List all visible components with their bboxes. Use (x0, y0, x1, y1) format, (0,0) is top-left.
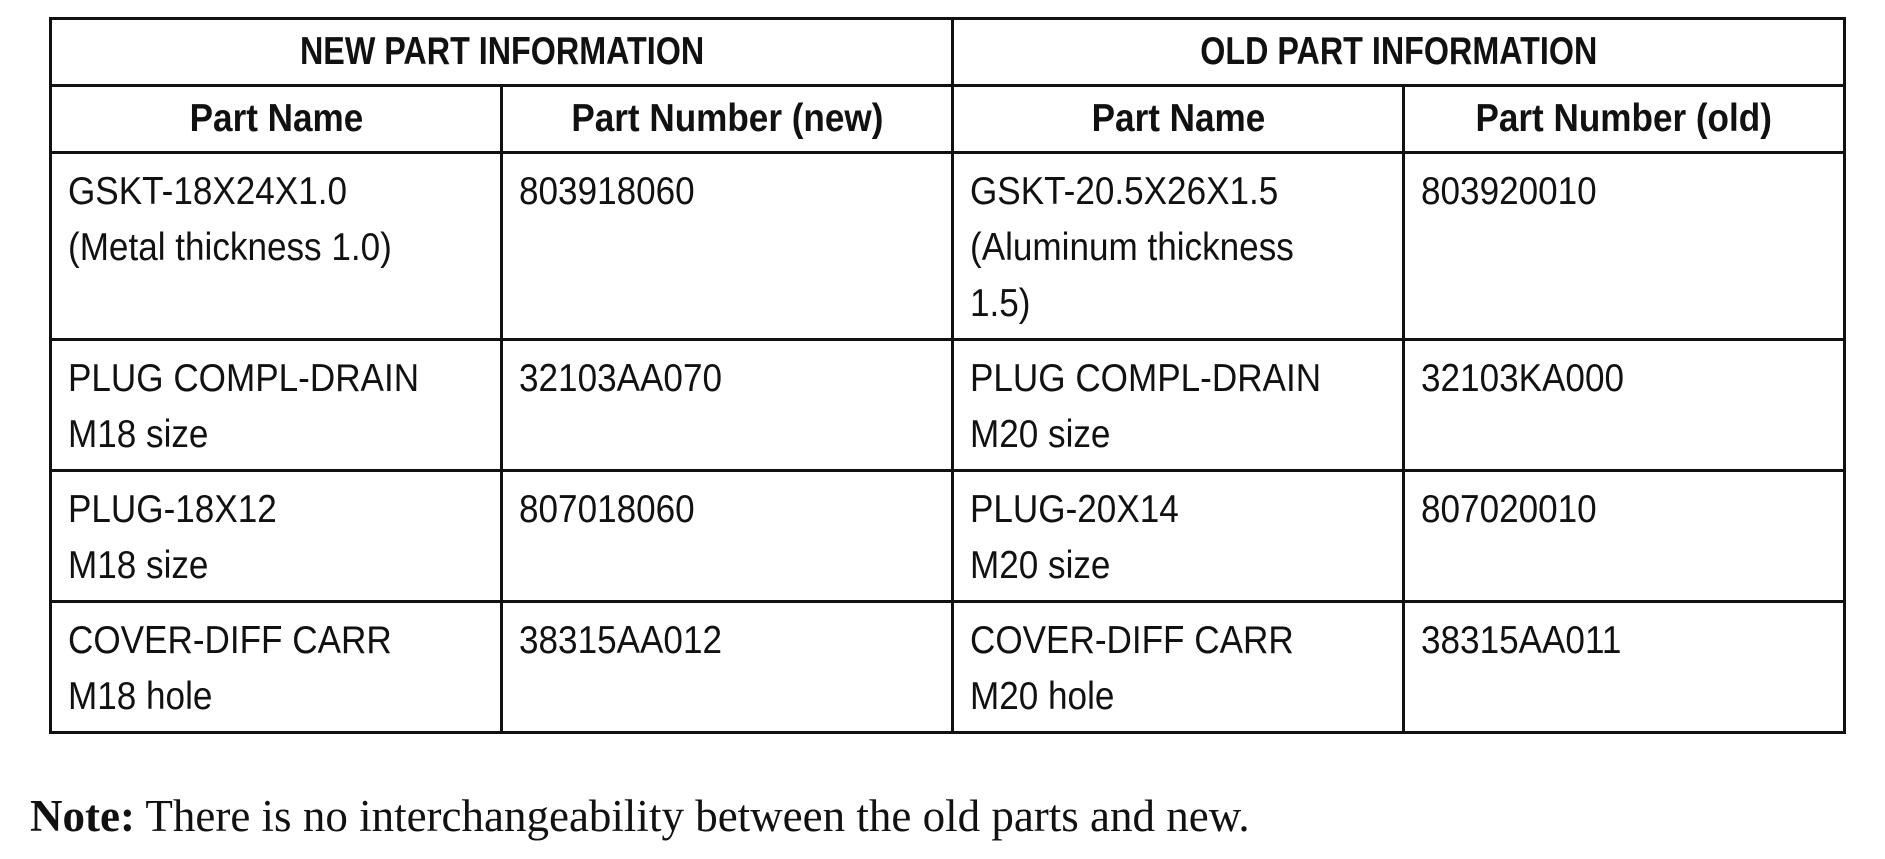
old-part-name-cell: PLUG COMPL-DRAIN M20 size (953, 340, 1404, 471)
new-part-information-header: NEW PART INFORMATION (87, 19, 917, 86)
new-part-name-cell: PLUG-18X12 M18 size (51, 471, 502, 602)
note-label: Note: (30, 791, 135, 841)
column-header-row (51, 86, 1845, 153)
old-part-number-cell: 803920010 (1404, 153, 1845, 340)
new-part-number-cell: 807018060 (502, 471, 953, 602)
interchangeability-note (30, 790, 1250, 842)
new-part-number-cell: 38315AA012 (502, 602, 953, 733)
new-part-name-cell: PLUG COMPL-DRAIN M18 size (51, 340, 502, 471)
old-part-number-cell: 32103KA000 (1404, 340, 1845, 471)
old-part-number-cell: 807020010 (1404, 471, 1845, 602)
old-part-information-header: OLD PART INFORMATION (988, 19, 1809, 86)
parts-comparison-table (49, 17, 1846, 734)
new-part-name-cell: GSKT-18X24X1.0 (Metal thickness 1.0) (51, 153, 502, 340)
old-part-number-header: Part Number (old) (1404, 86, 1845, 153)
new-part-name-cell: COVER-DIFF CARR M18 hole (51, 602, 502, 733)
table-row (51, 471, 1845, 602)
new-part-number-cell: 32103AA070 (502, 340, 953, 471)
new-part-number-cell: 803918060 (502, 153, 953, 340)
new-part-name-header: Part Name (51, 86, 502, 153)
table-row (51, 602, 1845, 733)
old-part-name-header: Part Name (953, 86, 1404, 153)
old-part-name-cell: PLUG-20X14 M20 size (953, 471, 1404, 602)
group-header-row (51, 19, 1845, 86)
old-part-number-cell: 38315AA011 (1404, 602, 1845, 733)
table-row (51, 153, 1845, 340)
note-text: There is no interchangeability between the old parts and new. (134, 791, 1250, 841)
old-part-name-cell: COVER-DIFF CARR M20 hole (953, 602, 1404, 733)
new-part-number-header: Part Number (new) (502, 86, 953, 153)
table-row (51, 340, 1845, 471)
old-part-name-cell: GSKT-20.5X26X1.5 (Aluminum thickness 1.5) (953, 153, 1404, 340)
